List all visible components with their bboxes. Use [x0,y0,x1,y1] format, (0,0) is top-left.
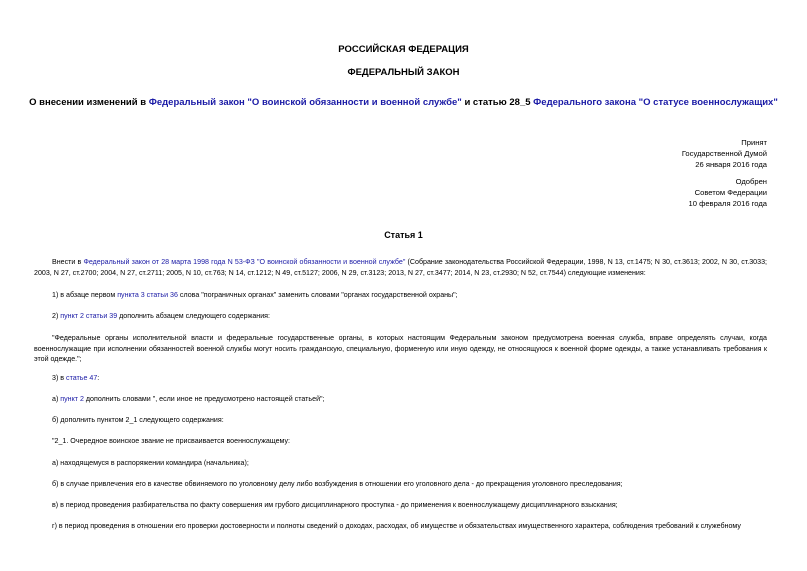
item2-text-1: 2) [52,312,61,320]
sub-item-d: г) в период проведения в отношении его проверки достоверности и полноты сведений о доходах, расходах, об имуществе и обязательствах имущественного характера, соблюдения требований к служебному [52,522,741,530]
accepted-line1: Принят [741,138,767,147]
item2-text-2: дополнить абзацем следующего содержания: [117,312,270,320]
item3-text-2: : [97,374,100,382]
accepted-line2: Государственной Думой [681,149,767,158]
title-link-law-military-duty[interactable]: Федеральный закон "О воинской обязанности и военной службе" [148,97,462,108]
item3a-text-2: дополнить словами ", если иное не предусмотрено настоящей статьей"; [83,395,325,403]
para1-text-1: Внести в [52,258,84,266]
quote-paragraph-1: "Федеральные органы исполнительной власти и федеральные государственные органы, в которых настоящим Федеральным законом предусмотрена военная служба, вправе определять случаи, когда военнослужащие при исполнении обязанностей военной службы могут носить гражданскую, специальную, форменную или иную одежду, не относящуюся к военной форме одежды, а также устанавливать требования к этой одежде."; [34,334,767,363]
item2-link[interactable]: пункт 2 статьи 39 [60,312,118,320]
item1-link[interactable]: пункта 3 статьи 36 [117,291,178,299]
law-title [0,97,807,108]
sub-item-b: б) в случае привлечения его в качестве обвиняемого по уголовному делу либо возбуждения в отношении его уголовного дела - до прекращения уголовного преследования; [52,480,623,488]
item1-text-1: 1) в абзаце первом [52,291,118,299]
para1-text-2: (Собрание законодательства Российской Федерации, 1998, N 13, ст.1475; N 30, ст.3613; 2002, N 30, ст.3033; 2003, N 27, ст.2700; 2004, N 27, ст.2711; 2005, N 10, ст.763; N 14, ст.1212; N 49, ст.5127; 2006, N 29, ст.3123; 2013, N 27, ст.3477; 2014, N 23, ст.2930; N 52, ст.7544) следующие изменения: [34,258,767,277]
article-title: Статья 1 [384,230,423,240]
item-3 [34,373,767,384]
item-1 [34,290,767,301]
approved-block [689,176,767,209]
item1-text-2: слова "пограничных органах" заменить словами "органах государственной охраны"; [177,291,458,299]
accepted-block [682,137,767,170]
item3-text-1: 3) в [52,374,67,382]
title-link-law-servicemen-status[interactable]: Федерального закона "О статусе военнослужащих" [533,97,778,108]
item-3b: б) дополнить пунктом 2_1 следующего содержания: [52,416,224,424]
accepted-date: 26 января 2016 года [695,160,767,169]
approved-line1: Одобрен [735,177,767,186]
sub-item-a: а) находящемуся в распоряжении командира (начальника); [52,459,249,467]
para1-law-link[interactable]: Федеральный закон от 28 марта 1998 года N 53-ФЗ "О воинской обязанности и военной службе" [83,258,406,266]
country-heading: РОССИЙСКАЯ ФЕДЕРАЦИЯ [338,44,469,55]
item-3a [34,394,767,405]
quote-paragraph-2: "2_1. Очередное воинское звание не присваивается военнослужащему: [52,437,291,445]
approved-line2: Советом Федерации [694,188,767,197]
law-type-heading: ФЕДЕРАЛЬНЫЙ ЗАКОН [347,67,460,78]
sub-item-c: в) в период проведения разбирательства по факту совершения им грубого дисциплинарного проступка - до применения к военнослужащему дисциплинарного взыскания; [52,501,618,509]
approved-date: 10 февраля 2016 года [688,199,767,208]
item-2 [34,311,767,322]
title-text-1: О внесении изменений в [29,97,149,108]
title-text-2: и статью 28_5 [461,97,534,108]
item3-link[interactable]: статье 47 [66,374,98,382]
paragraph-intro [34,257,767,278]
item3a-text-1: а) [52,395,61,403]
item3a-link[interactable]: пункт 2 [60,395,84,403]
